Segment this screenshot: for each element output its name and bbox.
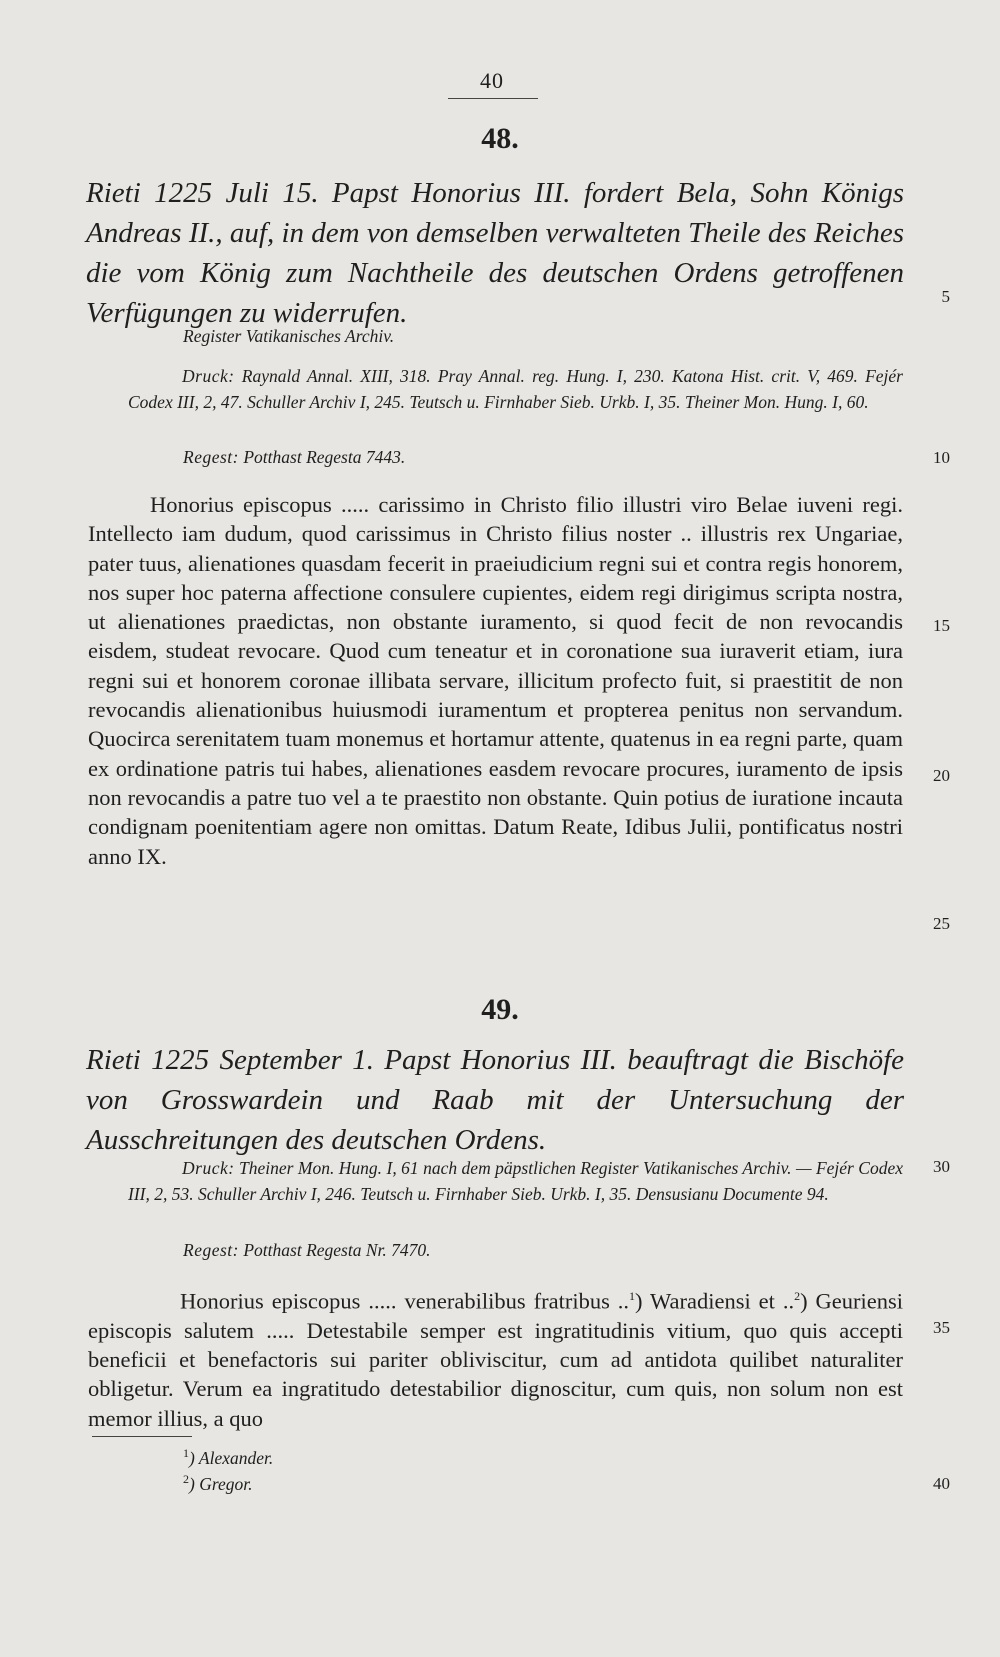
print-list-48: Raynald Annal. XIII, 318. Pray Annal. reg. Hung. I, 230. Katona Hist. crit. V, 469. Fejér Codex III, 2, 47. Schuller Archiv I, 245. Teutsch u. Firnhaber Sieb. Urkb. I, 35. Theiner Mon. Hung. I, 60. <box>128 366 903 412</box>
regest-49 <box>183 1237 883 1263</box>
page-number-rule <box>448 98 538 99</box>
line-number: 15 <box>933 616 950 635</box>
footnote-1 <box>183 1446 273 1469</box>
line-number: 25 <box>933 914 950 933</box>
footnote-2-text: ) Gregor. <box>189 1473 253 1494</box>
text-49-part-a: Honorius episcopus ..... venerabilibus fratribus .. <box>180 1288 630 1314</box>
regest-label-48: Regest: <box>183 447 239 467</box>
regest-ref-48: Potthast Regesta 7443. <box>243 447 406 467</box>
page-number: 40 <box>480 68 504 93</box>
print-label-48: Druck: <box>182 366 235 386</box>
footnote-ref-2: 2 <box>794 1289 801 1303</box>
footnote-1-text: ) Alexander. <box>189 1447 274 1468</box>
print-list-49: Theiner Mon. Hung. I, 61 nach dem päpstlichen Register Vatikanisches Archiv. — Fejér Codex III, 2, 53. Schuller Archiv I, 246. Teutsch u. Firnhaber Sieb. Urkb. I, 35. Densusianu Documente 94. <box>128 1158 904 1204</box>
text-49-part-c: ) Geuriensi episcopis salutem ..... Detestabile semper est ingratitudinis vitium, quo quis accepti beneficii et benefactoris sui pariter obliviscitur, cum ad antidota quilibet naturaliter obligetur. Verum ea ingratitudo detestabilior dignoscitur, cum quis, non solum non est memor illius, a quo <box>88 1288 904 1431</box>
document-text-49 <box>88 1282 903 1433</box>
footnote-1-mark: 1 <box>183 1446 189 1460</box>
footnote-ref-1: 1 <box>629 1289 636 1303</box>
document-headline-48: Rieti 1225 Juli 15. Papst Honorius III. fordert Bela, Sohn Königs Andreas II., auf, in dem von demselben verwalteten Theile des Reiches die vom König zum Nachtheile des deutschen Ordens getroffenen Verfügungen zu widerrufen. <box>86 177 904 329</box>
print-sources-48 <box>128 363 903 415</box>
line-number: 5 <box>941 287 950 306</box>
text-49-part-b: ) Waradiensi et .. <box>635 1288 795 1314</box>
regest-48 <box>183 444 883 470</box>
line-number: 35 <box>933 1318 950 1337</box>
line-number: 20 <box>933 766 950 785</box>
document-number-48: 48. <box>481 122 519 155</box>
print-label-49: Druck: <box>182 1158 235 1178</box>
line-number: 10 <box>933 448 950 467</box>
print-sources-49 <box>128 1155 903 1207</box>
document-text-48: Honorius episcopus ..... carissimo in Christo filio illustri viro Belae iuveni regi. Intellecto iam dudum, quod carissimus in Christo filius noster .. illustris rex Ungariae, pater tuus, alienationes quasdam fecerit in praeiudicium regni sui et contra regis honorem, nos super hoc paterna affectione consulere cupientes, eidem regi dirigimus scripta nostra, ut alienationes praedictas, non obstante iuramento, si quod fecit de non revocandis eisdem, studeat revocare. Quod cum teneatur et in coronatione sua iuraverit etiam, iura regni sui et honorem coronae illibata servare, illicitum profecto fuit, si praestitit de non revocandis alienationibus huiusmodi iuramentum et propterea penitus non servandum. Quocirca serenitatem tuam monemus et hortamur attente, quatenus in ea regni parte, quam ex ordinatione patris tui habes, alienationes easdem revocare procures, iuramento de ipsis non revocandis a patre tuo vel a te praestito non obstante. Quin potius de iuratione incauta condignam poenitentiam agere non omittas. Datum Reate, Idibus Julii, pontificatus nostri anno IX. <box>88 492 903 869</box>
footnote-rule <box>92 1436 192 1437</box>
line-number: 40 <box>933 1474 950 1493</box>
document-headline-49: Rieti 1225 September 1. Papst Honorius III. beauftragt die Bischöfe von Grosswardein und Raab mit der Untersuchung der Ausschreitungen des deutschen Ordens. <box>86 1044 904 1156</box>
line-number: 30 <box>933 1157 950 1176</box>
document-number-49: 49. <box>481 993 519 1026</box>
regest-ref-49: Potthast Regesta Nr. 7470. <box>243 1240 431 1260</box>
footnote-2-mark: 2 <box>183 1472 189 1486</box>
regest-label-49: Regest: <box>183 1240 239 1260</box>
archive-register-48: Register Vatikanisches Archiv. <box>183 326 395 346</box>
footnote-2 <box>183 1472 253 1495</box>
